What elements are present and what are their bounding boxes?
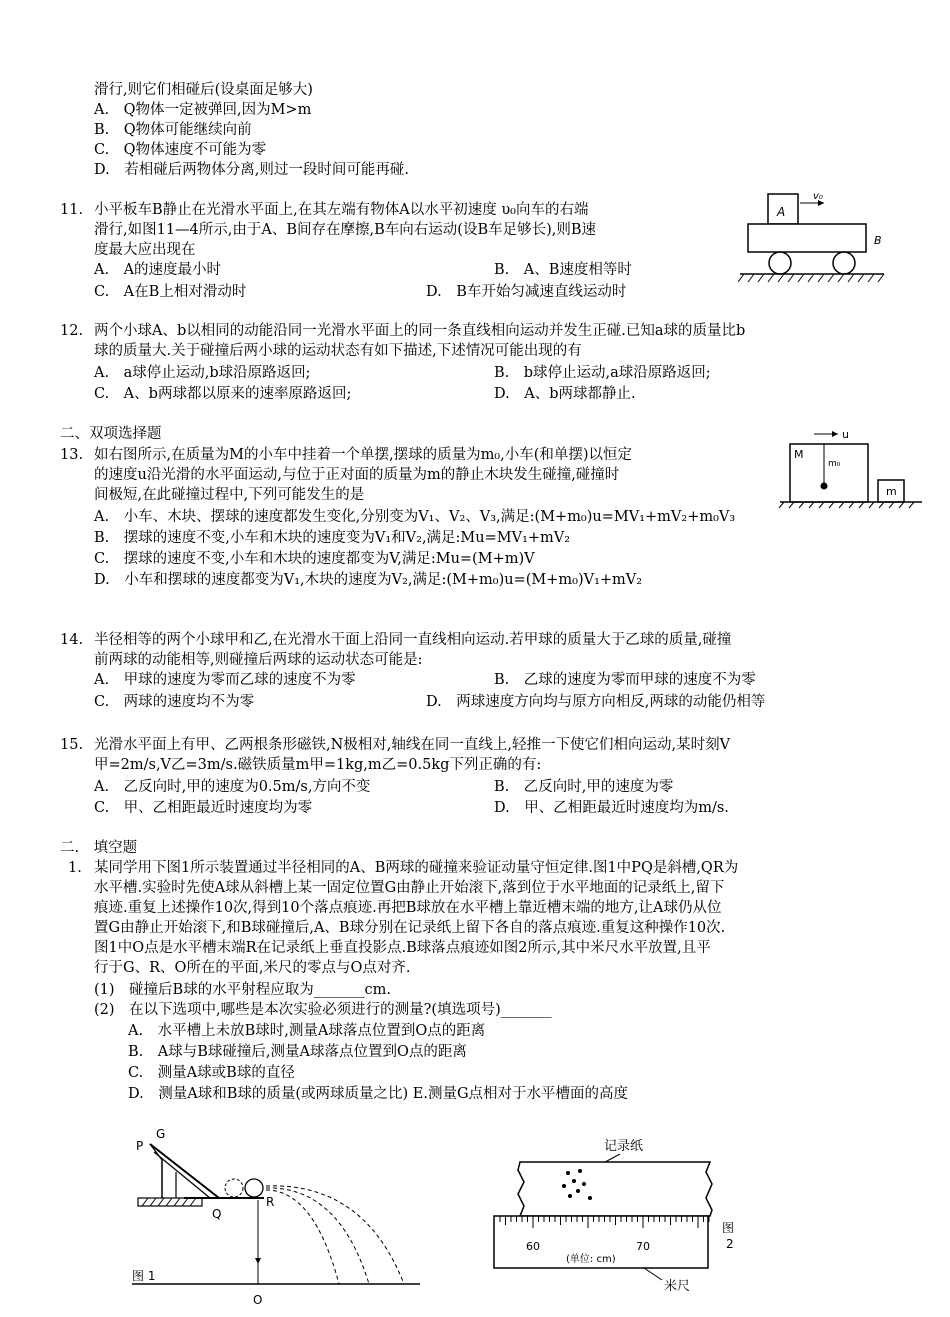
label-o: O: [253, 1293, 263, 1307]
q14-option-c: C. 两球的速度均不为零: [94, 694, 255, 710]
q12-line-2: 球的质量大.关于碰撞后两小球的运动状态有如下描述,下述情况可能出现的有: [94, 343, 582, 359]
q14-line-2: 前两球的动能相等,则碰撞后两球的运动状态可能是:: [94, 652, 423, 668]
bob-label: m₀: [828, 459, 841, 469]
fill1-option-c: C. 测量A球或B球的直径: [128, 1065, 295, 1081]
q13-option-a: A. 小车、木块、摆球的速度都发生变化,分别变为V₁、V₂、V₃,满足:(M+m₀)u=MV₁+mV₂+m₀V₃: [94, 509, 736, 525]
wheel-left: [769, 252, 791, 274]
fill1-line-4: 置G由静止开始滚下,和B球碰撞后,A、B球分别在记录纸上留下各自的落点痕迹.重复这种操作10次.: [94, 920, 726, 936]
fill1-option-a: A. 水平槽上未放B球时,测量A球落点位置到O点的距离: [128, 1023, 486, 1039]
q11-option-c: C. A在B上相对滑动时: [94, 284, 247, 300]
fill1-line-5: 图1中O点是水平槽末端R在记录纸上垂直投影点.B球落点痕迹如图2所示,其中米尺水平放置,且平: [94, 940, 711, 956]
figure-2-record-paper: [480, 1128, 760, 1300]
label-r: R: [266, 1195, 275, 1209]
q14-option-d: D. 两球速度方向均与原方向相反,两球的动能仍相等: [426, 694, 766, 710]
q12-option-a: A. a球停止运动,b球沿原路返回;: [94, 365, 311, 381]
cart-b: [748, 224, 866, 252]
incline-top: [150, 1144, 219, 1198]
q11-line-3: 度最大应出现在: [94, 242, 196, 258]
trajectory-1: [266, 1190, 339, 1284]
q14-number: 14.: [60, 632, 84, 648]
wheel-right: [833, 252, 855, 274]
ruler-leader: [644, 1268, 662, 1280]
intro-option-b: B. Q物体可能继续向前: [94, 122, 252, 138]
figure-1-apparatus: [124, 1120, 424, 1310]
block-m-label: m: [886, 485, 897, 498]
q13-line-1: 如右图所示,在质量为M的小车中挂着一个单摆,摆球的质量为m₀,小车(和单摆)以恒定: [94, 447, 633, 463]
fill1-line-3: 痕迹.重复上述操作10次,得到10个落点痕迹.再把B球放在水平槽上靠近槽末端的地方,让A球仍从位: [94, 900, 722, 916]
tick-70: 70: [636, 1240, 650, 1253]
q14-option-a: A. 甲球的速度为零而乙球的速度不为零: [94, 672, 356, 688]
q15-line-2: 甲=2m/s,V乙=3m/s.磁铁质量m甲=1kg,m乙=0.5kg下列正确的有:: [94, 757, 542, 773]
section-double-choice: 二、双项选择题: [60, 426, 162, 442]
ground-hatch: [738, 274, 884, 282]
intro-option-d: D. 若相碰后两物体分离,则过一段时间可能再碰.: [94, 162, 409, 178]
fill1-line-2: 水平槽.实验时先使A球从斜槽上某一固定位置G由静止开始滚下,落到位于水平地面的记录纸上,留下: [94, 880, 725, 896]
intro-option-a: A. Q物体一定被弹回,因为M>m: [94, 102, 312, 118]
cart-b-label: B: [874, 234, 882, 247]
ruler-label: 米尺: [664, 1279, 691, 1294]
fill1-option-b: B. A球与B球碰撞后,测量A球落点位置到O点的距离: [128, 1044, 467, 1060]
intro-option-c: C. Q物体速度不可能为零: [94, 142, 267, 158]
tick-60: 60: [526, 1240, 540, 1253]
q13-line-2: 的速度u沿光滑的水平面运动,与位于正对面的质量为m的静止木块发生碰撞,碰撞时: [94, 467, 620, 483]
label-g: G: [156, 1127, 166, 1141]
q13-line-3: 间极短,在此碰撞过程中,下列可能发生的是: [94, 487, 365, 503]
pendulum-bob: [821, 483, 828, 490]
q15-option-b: B. 乙反向时,甲的速度为零: [494, 779, 674, 795]
q11-option-b: B. A、B速度相等时: [494, 262, 632, 278]
plumb-arrowhead: [255, 1258, 261, 1264]
ball-b: [245, 1179, 263, 1197]
q11-option-d: D. B车开始匀减速直线运动时: [426, 284, 627, 300]
ground-hatch: [779, 502, 914, 508]
q13-option-b: B. 摆球的速度不变,小车和木块的速度变为V₁和V₂,满足:Mu=MV₁+mV₂: [94, 530, 571, 546]
q13-option-c: C. 摆球的速度不变,小车和木块的速度都变为V,满足:Mu=(M+m)V: [94, 551, 535, 567]
q12-line-1: 两个小球A、b以相同的动能沿同一光滑水平面上的同一条直线相向运动并发生正碰.已知a球的质量比b: [94, 323, 746, 339]
fill1-sub-2: (2) 在以下选项中,哪些是本次实验必须进行的测量?(填选项号)_______: [94, 1002, 552, 1018]
intro-line: 滑行,则它们相碰后(设桌面足够大): [94, 82, 313, 98]
velocity-label: v₀: [813, 191, 823, 202]
q15-option-c: C. 甲、乙相距最近时速度均为零: [94, 800, 313, 816]
q12-number: 12.: [60, 323, 84, 339]
cart-figure: [738, 186, 888, 290]
figure-2-caption-2: 2: [726, 1237, 734, 1251]
fill1-line-1: 某同学用下图1所示装置通过半径相同的A、B两球的碰撞来验证动量守恒定律.图1中PQ是斜槽,QR为: [94, 860, 739, 876]
q14-option-b: B. 乙球的速度为零而甲球的速度不为零: [494, 672, 756, 688]
q12-option-d: D. A、b两球都静止.: [494, 386, 636, 402]
q12-option-b: B. b球停止运动,a球沿原路返回;: [494, 365, 711, 381]
cart-m-label: M: [794, 448, 804, 461]
figure-1-caption: 图 1: [132, 1269, 156, 1283]
u-label: u: [842, 428, 849, 441]
q11-line-1: 小平板车B静止在光滑水平面上,在其左端有物体A以水平初速度 υ₀向车的右端: [94, 202, 589, 218]
section-fill-in: 二. 填空题: [60, 840, 138, 856]
record-paper: [518, 1162, 712, 1216]
q14-line-1: 半径相等的两个小球甲和乙,在光滑水干面上沿同一直线相向运动.若甲球的质量大于乙球的质量,碰撞: [94, 632, 732, 648]
q12-option-c: C. A、b两球都以原来的速率原路返回;: [94, 386, 352, 402]
q11-option-a: A. A的速度最小时: [94, 262, 222, 278]
ruler-unit: (单位: cm): [566, 1254, 616, 1265]
fill1-line-6: 行于G、R、O所在的平面,米尺的零点与O点对齐.: [94, 960, 411, 976]
q11-number: 11.: [60, 202, 84, 218]
pendulum-cart-figure: [776, 426, 926, 516]
label-q: Q: [212, 1207, 222, 1221]
u-arrowhead: [832, 431, 838, 437]
q15-line-1: 光滑水平面上有甲、乙两根条形磁铁,N极相对,轴线在同一直线上,轻推一下使它们相向运动,某时刻V: [94, 737, 731, 753]
q13-option-d: D. 小车和摆球的速度都变为V₁,木块的速度为V₂,满足:(M+m₀)u=(M+m₀)V₁+mV₂: [94, 572, 643, 588]
figure-2-caption-1: 图: [722, 1221, 735, 1235]
ball-a-dashed: [225, 1179, 243, 1197]
q15-number: 15.: [60, 737, 84, 753]
fill1-option-d: D. 测量A球和B球的质量(或两球质量之比) E.测量G点相对于水平槽面的高度: [128, 1086, 629, 1102]
q11-line-2: 滑行,如图11—4所示,由于A、B间存在摩擦,B车向右运动(设B车足够长),则B速: [94, 222, 597, 238]
block-a-label: A: [777, 205, 786, 219]
label-p: P: [136, 1139, 144, 1153]
record-paper-label: 记录纸: [604, 1139, 644, 1154]
q13-number: 13.: [60, 447, 84, 463]
q15-option-a: A. 乙反向时,甲的速度为0.5m/s,方向不变: [94, 779, 371, 795]
fill1-sub-1: (1) 碰撞后B球的水平射程应取为_______cm.: [94, 982, 391, 998]
fill1-number: 1.: [68, 860, 82, 876]
trajectory-2: [266, 1188, 369, 1284]
q15-option-d: D. 甲、乙相距最近时速度均为m/s.: [494, 800, 729, 816]
